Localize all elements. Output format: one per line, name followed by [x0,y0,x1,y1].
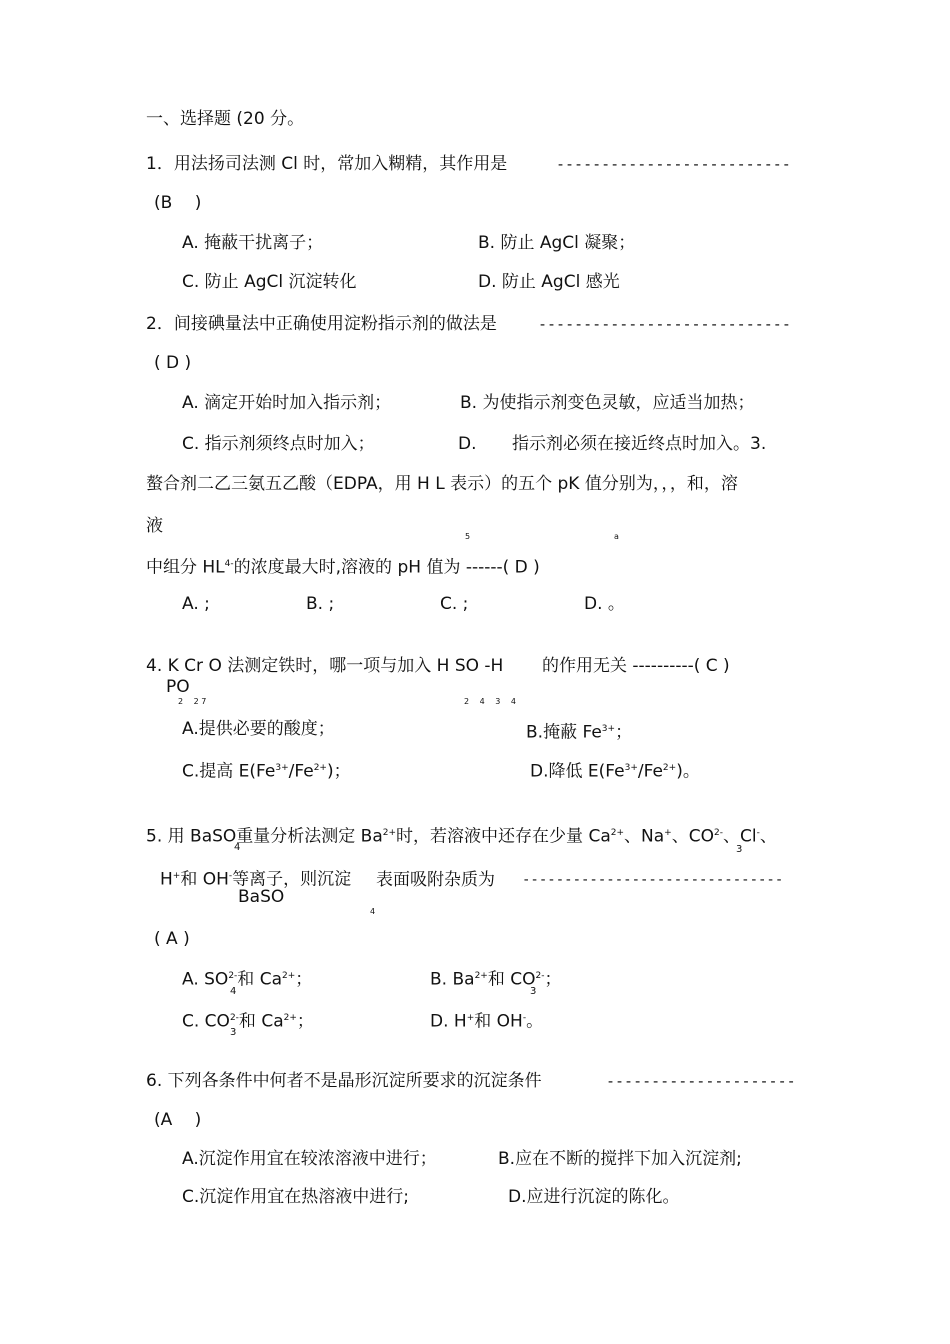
q3-line3-sup: 4- [224,559,234,569]
q5-option-a-sup: 2- [228,971,238,981]
q1-option-d: D. 防止 AgCl 感光 [478,272,620,292]
q6-option-a: A.沉淀作用宜在较浓溶液中进行； [182,1149,437,1169]
q3-line1: 螯合剂二乙三氨五乙酸（EDPA，用 H L 表示）的五个 pK 值分别为，，，和，溶 [146,474,738,494]
q2-option-c: C. 指示剂须终点时加入； [182,434,375,454]
q5-option-d-post: 和 OH [474,1011,523,1032]
q4-po: PO [166,677,190,697]
q5-sub-4: 4 [234,842,241,853]
q4-option-c-pre: C.提高 E(Fe [182,761,276,782]
q5-option-c [182,1007,314,1033]
q6-dashes: --------------------- [606,1072,796,1090]
q5-stem-g: 、 [759,826,777,847]
q4-subs-right: 2 4 3 4 [464,697,516,706]
q3-option-a: A. ; [182,594,210,614]
q1-answer: (B ) [154,193,202,213]
q5-answer: ( A ) [154,929,190,949]
q4-option-b-pre: B.掩蔽 Fe [526,722,602,743]
q1-option-a: A. 掩蔽干扰离子； [182,233,324,253]
q5-option-d-sup: + [466,1013,475,1023]
q2-option-a: A. 滴定开始时加入指示剂； [182,393,392,413]
q5-line2-b: 和 OH [180,869,229,890]
q6-stem: 6. 下列各条件中何者不是晶形沉淀所要求的沉淀条件 [146,1071,542,1091]
q5-option-d-sup2: - [522,1013,527,1023]
q3-line3-post: 的浓度最大时,溶液的 pH 值为 ------( D ) [233,557,540,578]
q5-stem [146,822,777,848]
q5-stem-a: 5. 用 BaSO [146,826,237,847]
q5-option-a [182,965,312,991]
q5-stem-f: 、Cl [722,826,757,847]
q5-line2-a: H [160,869,173,890]
q4-option-d-sup1: 3+ [624,763,638,773]
q3-option-d: D. 。 [584,594,625,614]
q5-sup-cl: - [756,828,760,838]
q5-line2-c: 等离子，则沉淀 [232,869,352,890]
q5-option-c-sub: 3 [230,1027,237,1038]
q5-option-b-sub: 3 [530,986,537,997]
q3-line2: 液 [146,516,163,536]
q4-option-d-post: )。 [676,761,700,782]
q5-sup-oh: - [228,871,233,881]
q5-option-b [430,965,561,991]
q5-dashes: ------------------------------- [522,872,784,888]
q1-dashes: -------------------------- [556,155,791,173]
q5-option-d-pre: D. H [430,1011,467,1032]
q5-sub-3: 3 [736,844,743,855]
q3-sub-a: a [614,532,619,541]
q5-option-b-end: ； [544,969,562,990]
q5-option-a-sub: 4 [230,986,237,997]
q2-stem: 2．间接碘量法中正确使用淀粉指示剂的做法是 [146,314,497,334]
q6-option-d: D.应进行沉淀的陈化。 [508,1187,680,1207]
q5-option-b-sup2: 2- [535,971,545,981]
q1-option-b: B. 防止 AgCl 凝聚； [478,233,636,253]
q3-option-c: C. ; [440,594,469,614]
q5-sub-4b: 4 [370,907,376,916]
q4-option-c-sup2: 2+ [313,763,327,773]
q5-sup-na: + [664,828,672,838]
q4-option-d-pre: D.降低 E(Fe [530,761,625,782]
q4-option-c-sup1: 3+ [275,763,289,773]
q5-sup-ba: 2+ [382,828,397,838]
q5-option-c-pre: C. CO [182,1011,230,1032]
q2-answer: ( D ) [154,353,192,373]
q5-option-b-post: 和 CO [487,969,536,990]
q5-option-a-pre: A. SO [182,969,229,990]
q2-option-b: B. 为使指示剂变色灵敏，应适当加热； [460,393,755,413]
q5-option-a-post: 和 Ca [237,969,282,990]
section-title: 一、选择题 (20 分。 [146,109,305,129]
q5-option-b-pre: B. Ba [430,969,475,990]
q5-option-a-sup2: 2+ [282,971,296,981]
q6-answer: (A ) [154,1110,202,1130]
q4-option-c [182,757,351,783]
q4-option-c-post: )； [326,761,351,782]
q4-subs-left: 2 2 7 [178,697,207,706]
q5-sup-h: + [172,871,181,881]
q1-stem: 1．用法扬司法测 Cl 时，常加入糊精，其作用是 [146,154,508,174]
q5-option-d-end: 。 [526,1011,544,1032]
q5-option-d [430,1007,543,1033]
q5-sup-ca: 2+ [610,828,625,838]
q5-option-c-sup2: 2+ [283,1013,297,1023]
q4-option-a: A.提供必要的酸度； [182,719,335,739]
q5-stem-b: 重量分析法测定 Ba [236,826,383,847]
q4-option-b [526,718,632,744]
q5-option-c-sup: 2- [229,1013,239,1023]
q2-option-d-text: 指示剂必须在接近终点时加入。3. [512,434,767,454]
q4-option-d-mid: /Fe [637,761,663,782]
q5-stem-d: 、Na [624,826,665,847]
q6-option-b: B.应在不断的搅拌下加入沉淀剂; [498,1149,742,1169]
q3-line3-pre: 中组分 HL [146,557,225,578]
q6-option-c: C.沉淀作用宜在热溶液中进行; [182,1187,410,1207]
q2-option-d-label: D. [458,434,477,454]
q3-line3 [146,553,540,579]
q5-stem-c: 时，若溶液中还存在少量 Ca [396,826,611,847]
q5-option-b-sup: 2+ [474,971,488,981]
q3-sub-5: 5 [465,532,471,541]
q4-stem-b: 的作用无关 ----------( C ) [542,656,730,676]
q2-dashes: ---------------------------- [538,315,791,333]
q1-option-c: C. 防止 AgCl 沉淀转化 [182,272,357,292]
q4-option-d [530,757,700,783]
q3-option-b: B. ; [306,594,335,614]
q5-option-a-end: ； [295,969,313,990]
q4-option-c-mid: /Fe [288,761,314,782]
q4-option-b-post: ； [615,722,633,743]
q5-option-c-post: 和 Ca [238,1011,284,1032]
q5-stem-e: 、CO [671,826,714,847]
q5-option-c-end: ； [296,1011,314,1032]
q5-line2-d: 表面吸附杂质为 [376,870,495,890]
q4-stem-a: 4. K Cr O 法测定铁时，哪一项与加入 H SO -H [146,656,504,676]
q4-option-d-sup2: 2+ [662,763,677,773]
q4-option-b-sup: 3+ [601,724,616,734]
q5-baso: BaSO [238,887,285,907]
q5-sup-co: 2- [713,828,723,838]
